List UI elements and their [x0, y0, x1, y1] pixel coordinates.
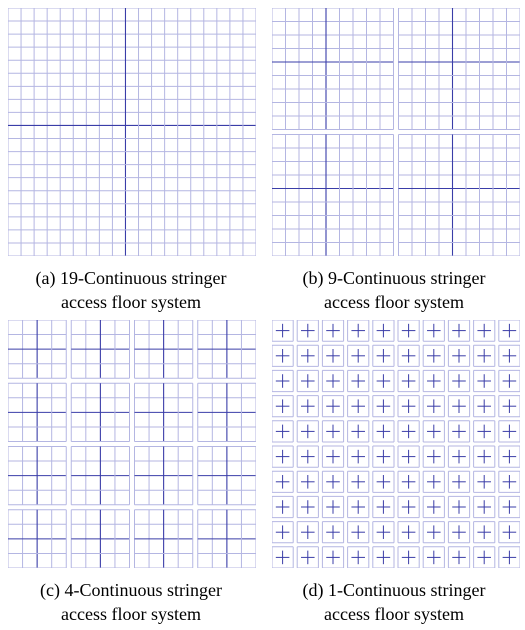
- panel-c-caption-line1: (c) 4-Continuous stringer: [40, 580, 222, 600]
- panel-c-caption: [0, 578, 262, 626]
- panel-a-caption-line2: access floor system: [61, 292, 201, 312]
- grid-svg-d: [272, 320, 520, 568]
- panel-d-caption: [263, 578, 525, 626]
- grid-svg-a: [8, 8, 256, 256]
- panel-b-diagram: [272, 8, 520, 256]
- panel-a-diagram: [8, 8, 256, 256]
- panel-a-caption: [0, 266, 262, 314]
- panel-c-diagram: [8, 320, 256, 568]
- panel-a-caption-line1: (a) 19-Continuous stringer: [35, 268, 227, 288]
- panel-b-caption: [263, 266, 525, 314]
- panel-d-caption-line2: access floor system: [324, 604, 464, 624]
- panel-b-caption-line1: (b) 9-Continuous stringer: [302, 268, 486, 288]
- panel-c-caption-line2: access floor system: [61, 604, 201, 624]
- panel-d-caption-line1: (d) 1-Continuous stringer: [302, 580, 486, 600]
- grid-svg-c: [8, 320, 256, 568]
- panel-d-diagram: [272, 320, 520, 568]
- grid-svg-b: [272, 8, 520, 256]
- panel-b-caption-line2: access floor system: [324, 292, 464, 312]
